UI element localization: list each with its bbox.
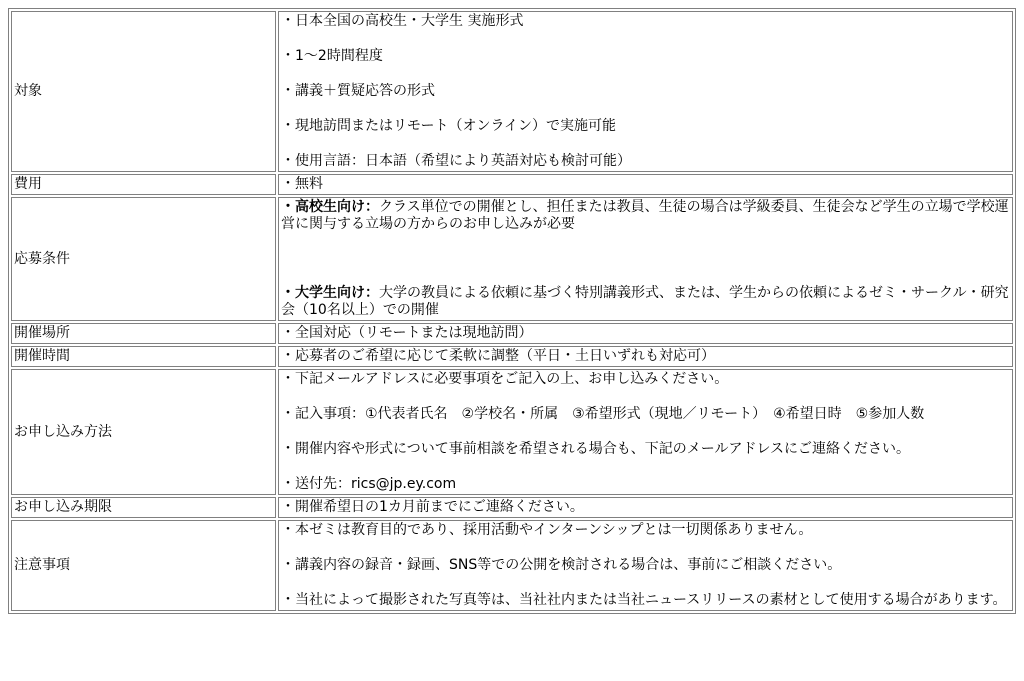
table-row-target	[11, 11, 1013, 172]
item-text: クラス単位での開催とし、担任または教員、生徒の場合は学級委員、生徒会など学生の立場で学校運営に関与する立場の方からのお申し込みが必要	[281, 199, 1009, 232]
list-item: ・1〜2時間程度	[281, 48, 383, 64]
list-item: ・開催希望日の1カ月前までにご連絡ください。	[281, 499, 584, 515]
list-item: ・講義内容の録音・録画、SNS等での公開を検討される場合は、事前にご相談ください。	[281, 557, 842, 573]
list-item	[281, 199, 1010, 233]
row-label: 応募条件	[11, 197, 276, 321]
info-table	[8, 8, 1016, 614]
row-content	[278, 323, 1013, 344]
row-label: 対象	[11, 11, 276, 172]
list-item: ・記入事項：①代表者氏名 ②学校名・所属 ③希望形式（現地／リモート） ④希望日時 ⑤参加人数	[281, 406, 925, 422]
list-item: ・下記メールアドレスに必要事項をご記入の上、お申し込みください。	[281, 371, 729, 387]
list-item: ・本ゼミは教育目的であり、採用活動やインターンシップとは一切関係ありません。	[281, 522, 813, 538]
row-content	[278, 369, 1013, 495]
table-row-venue	[11, 323, 1013, 344]
list-item: ・全国対応（リモートまたは現地訪問）	[281, 325, 533, 341]
table-row-deadline	[11, 497, 1013, 518]
list-item: ・日本全国の高校生・大学生 実施形式	[281, 13, 524, 29]
list-item: ・応募者のご希望に応じて柔軟に調整（平日・土日いずれも対応可）	[281, 348, 715, 364]
row-content	[278, 520, 1013, 611]
list-item: ・使用言語：日本語（希望により英語対応も検討可能）	[281, 153, 631, 169]
row-content	[278, 346, 1013, 367]
list-item: ・送付先：rics@jp.ey.com	[281, 476, 457, 492]
row-content	[278, 11, 1013, 172]
row-label: 注意事項	[11, 520, 276, 611]
row-label: お申し込み方法	[11, 369, 276, 495]
list-item: ・講義＋質疑応答の形式	[281, 83, 435, 99]
list-item: ・当社によって撮影された写真等は、当社社内または当社ニュースリリースの素材として使用する場合があります。	[281, 592, 1007, 608]
list-item	[281, 285, 1010, 319]
table-row-time	[11, 346, 1013, 367]
item-heading: ・高校生向け：	[281, 199, 379, 215]
row-label: 開催時間	[11, 346, 276, 367]
list-item: ・開催内容や形式について事前相談を希望される場合も、下記のメールアドレスにご連絡ください。	[281, 441, 911, 457]
row-content	[278, 497, 1013, 518]
row-content	[278, 174, 1013, 195]
table-row-fee	[11, 174, 1013, 195]
row-content	[278, 197, 1013, 321]
table-row-conditions	[11, 197, 1013, 321]
row-label: 費用	[11, 174, 276, 195]
row-label: お申し込み期限	[11, 497, 276, 518]
table-row-notes	[11, 520, 1013, 611]
list-item: ・現地訪問またはリモート（オンライン）で実施可能	[281, 118, 617, 134]
item-heading: ・大学生向け：	[281, 285, 379, 301]
row-label: 開催場所	[11, 323, 276, 344]
table-row-application	[11, 369, 1013, 495]
item-text: 大学の教員による依頼に基づく特別講義形式、または、学生からの依頼によるゼミ・サークル・研究会（10名以上）での開催	[281, 285, 1009, 318]
list-item: ・無料	[281, 176, 323, 192]
